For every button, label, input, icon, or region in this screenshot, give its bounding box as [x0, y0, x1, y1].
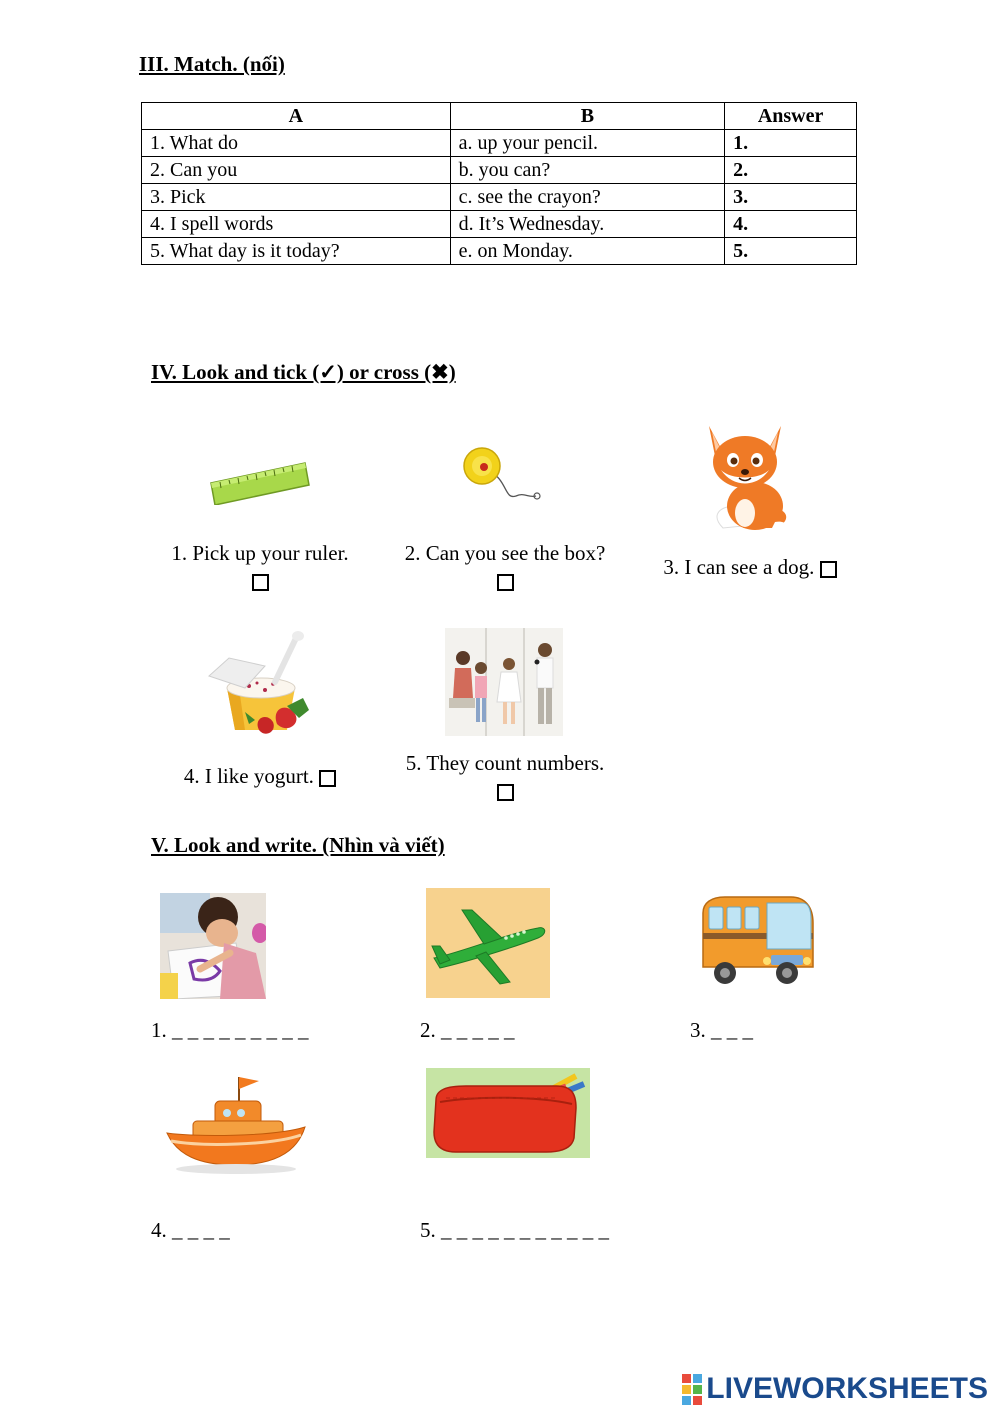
- fox-image: [693, 418, 798, 533]
- write-blank-1[interactable]: 1. _ _ _ _ _ _ _ _ _: [151, 1018, 309, 1042]
- tick-checkbox[interactable]: [252, 574, 269, 591]
- column-header: B: [450, 103, 725, 130]
- cell-a: 2. Can you: [142, 157, 451, 184]
- liveworksheets-logo: [682, 1372, 988, 1406]
- tick-item-3: [640, 555, 860, 580]
- write-blank-2[interactable]: 2. _ _ _ _ _: [420, 1018, 515, 1042]
- table-row: [142, 184, 857, 211]
- cell-a: 4. I spell words: [142, 211, 451, 238]
- logo-icon: [682, 1374, 702, 1405]
- caption: 5. They count numbers.: [405, 751, 605, 775]
- cell-a: 5. What day is it today?: [142, 238, 451, 265]
- table-row: [142, 157, 857, 184]
- tick-item-5: [386, 751, 624, 803]
- column-header: A: [142, 103, 451, 130]
- children-singing-image: [445, 628, 563, 736]
- tick-checkbox[interactable]: [820, 561, 837, 578]
- write-blank-3[interactable]: 3. _ _ _: [690, 1018, 753, 1042]
- table-header-row: [142, 103, 857, 130]
- logo-text: LIVEWORKSHEETS: [706, 1372, 988, 1405]
- answer-cell[interactable]: 1.: [725, 130, 857, 157]
- tick-item-2: [386, 541, 624, 593]
- cell-a: 1. What do: [142, 130, 451, 157]
- table-row: [142, 130, 857, 157]
- section-4-title: IV. Look and tick (✓) or cross (✖): [151, 360, 456, 384]
- cell-b: a. up your pencil.: [450, 130, 725, 157]
- caption: 2. Can you see the box?: [404, 541, 606, 565]
- table-row: [142, 211, 857, 238]
- write-blank-4[interactable]: 4. _ _ _ _: [151, 1218, 230, 1242]
- match-table: [141, 102, 857, 265]
- tick-item-1: [155, 541, 365, 593]
- tick-item-4: [160, 764, 360, 789]
- section-3-title: III. Match. (nối): [139, 52, 285, 76]
- answer-cell[interactable]: 4.: [725, 211, 857, 238]
- boat-image: [163, 1073, 309, 1175]
- yoyo-image: [458, 440, 548, 510]
- write-blank-5[interactable]: 5. _ _ _ _ _ _ _ _ _ _ _: [420, 1218, 609, 1242]
- caption: 1. Pick up your ruler.: [171, 541, 349, 565]
- yogurt-image: [205, 628, 315, 740]
- pencil-case-image: [426, 1068, 590, 1158]
- cell-b: c. see the crayon?: [450, 184, 725, 211]
- cell-b: e. on Monday.: [450, 238, 725, 265]
- section-5-title: V. Look and write. (Nhìn và viết): [151, 833, 445, 857]
- column-header: Answer: [725, 103, 857, 130]
- caption: 4. I like yogurt.: [183, 764, 314, 788]
- plane-image: [426, 888, 550, 998]
- ruler-image: [205, 455, 315, 505]
- answer-cell[interactable]: 3.: [725, 184, 857, 211]
- table-row: [142, 238, 857, 265]
- cell-a: 3. Pick: [142, 184, 451, 211]
- tick-checkbox[interactable]: [319, 770, 336, 787]
- cell-b: b. you can?: [450, 157, 725, 184]
- answer-cell[interactable]: 2.: [725, 157, 857, 184]
- cell-b: d. It’s Wednesday.: [450, 211, 725, 238]
- tick-checkbox[interactable]: [497, 574, 514, 591]
- child-drawing-image: [160, 893, 266, 999]
- caption: 3. I can see a dog.: [663, 555, 815, 579]
- tick-checkbox[interactable]: [497, 784, 514, 801]
- bus-image: [695, 893, 817, 991]
- answer-cell[interactable]: 5.: [725, 238, 857, 265]
